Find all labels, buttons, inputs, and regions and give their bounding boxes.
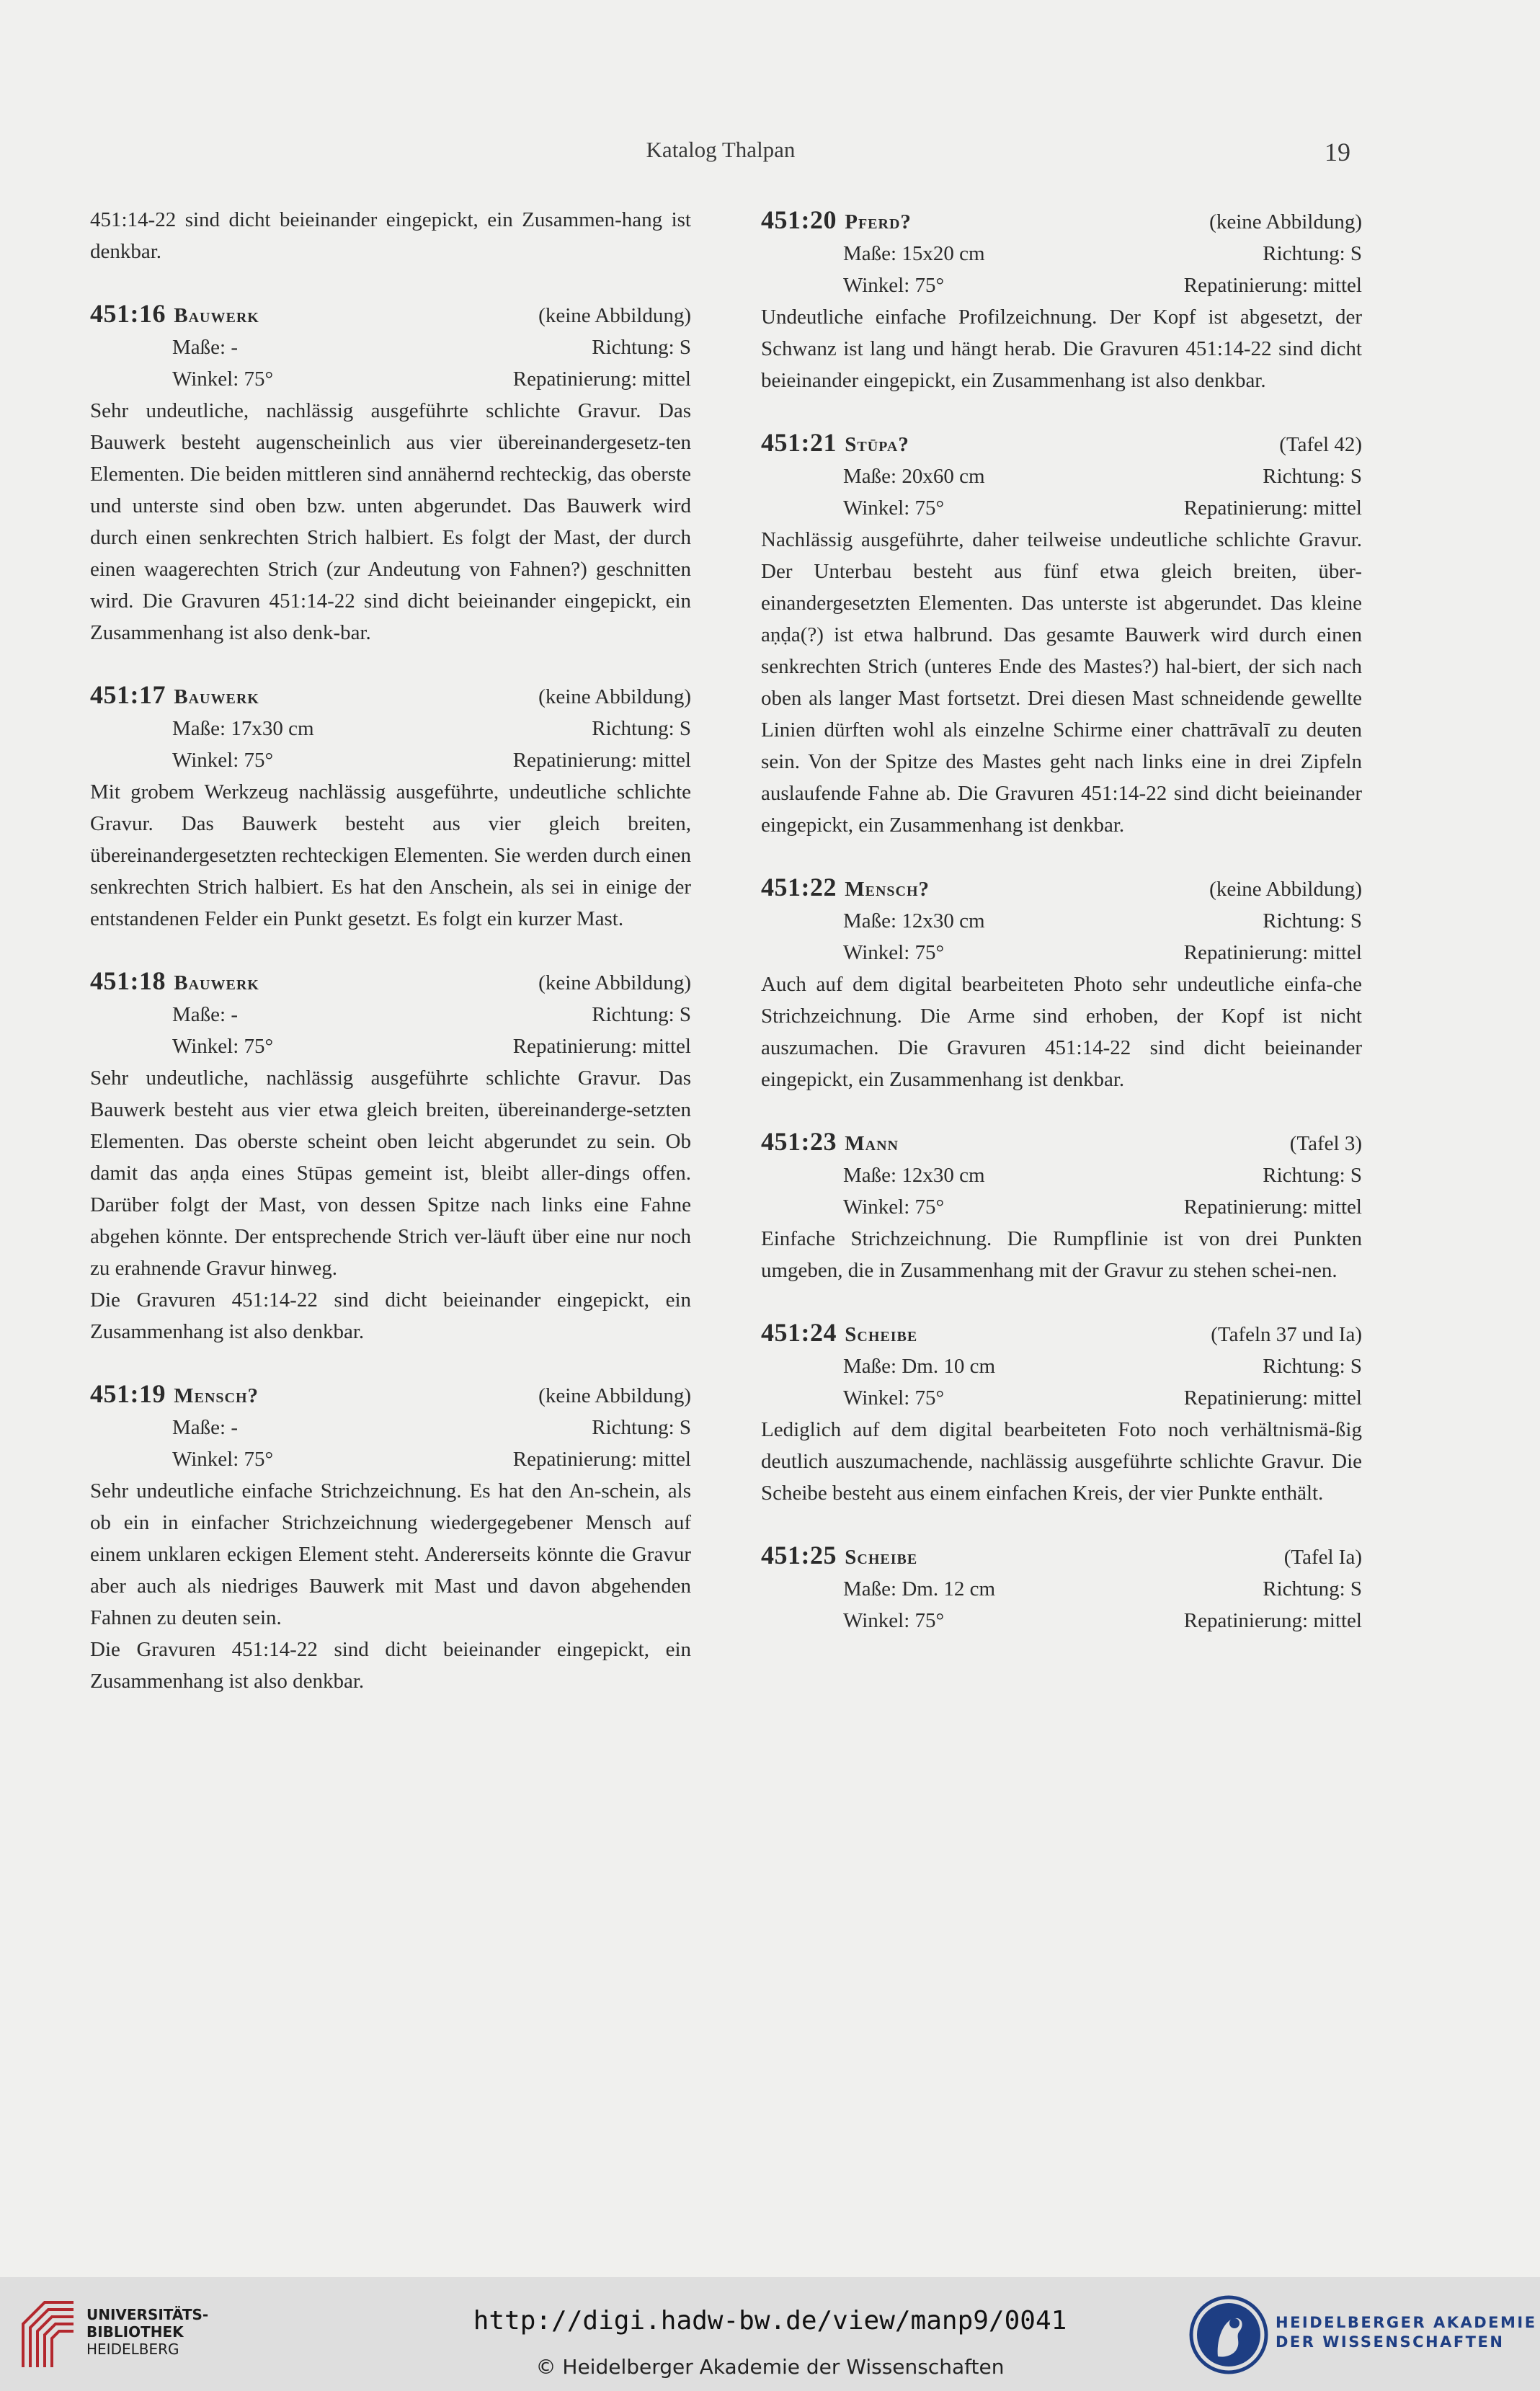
entry-title: Scheibe [845, 1323, 918, 1346]
entry-id: 451:19 [90, 1379, 166, 1408]
entry-repatination: Repatinierung: mittel [512, 1448, 691, 1471]
entry-angle: Winkel: 75° [843, 1609, 945, 1632]
academy-name: HEIDELBERGER AKADEMIE DER WISSENSCHAFTEN [1276, 2314, 1537, 2351]
entry-repatination: Repatinierung: mittel [512, 368, 691, 391]
catalog-entry-451-21 [761, 427, 1362, 841]
entry-direction: Richtung: S [1263, 909, 1362, 932]
entry-title: Bauwerk [174, 685, 259, 708]
entry-dimensions: Maße: - [172, 1416, 238, 1439]
entry-direction: Richtung: S [1263, 465, 1362, 488]
entry-id: 451:20 [761, 205, 837, 234]
entry-description: Nachlässig ausgeführte, daher teilweise undeutliche schlichte Gravur. Der Unterbau besteht aus fünf etwa gleich breiten, über-einandergesetzten Elementen. Das unterste ist abgerundet. Das kleine aṇḍa(?) ist etwa halbrund. Das gesamte Bauwerk wird durch einen senkrechten Strich (unteres Ende des Mastes?) hal-biert, der sich nach oben als langer Mast fortsetzt. Drei diesen Mast schneidende gewellte Linien dürften wohl als einzelne Schirme einer chattrāvalī zu deuten sein. Von der Spitze des Mastes geht nach links eine in drei Zipfeln auslaufende Fahne ab. Die Gravuren 451:14-22 sind dicht beieinander eingepickt, ein Zusammenhang ist denkbar. [761, 528, 1362, 837]
entry-direction: Richtung: S [592, 717, 691, 740]
entry-repatination: Repatinierung: mittel [1183, 1196, 1362, 1219]
entry-title: Mensch? [174, 1384, 259, 1407]
entry-title: Bauwerk [174, 304, 259, 327]
catalog-entry-451-24 [761, 1317, 1362, 1509]
entry-description: Einfache Strichzeichnung. Die Rumpflinie ist von drei Punkten umgeben, die in Zusammenhang mit der Gravur zu stehen schei-nen. [761, 1227, 1362, 1282]
entry-id: 451:25 [761, 1541, 837, 1569]
entry-id: 451:16 [90, 299, 166, 328]
entry-reference: (Tafel 42) [1279, 433, 1362, 456]
entry-id: 451:21 [761, 428, 837, 457]
running-title: Katalog Thalpan [646, 137, 796, 162]
viewer-footer [0, 2277, 1540, 2391]
entry-reference: (keine Abbildung) [538, 685, 691, 708]
entry-direction: Richtung: S [1263, 1164, 1362, 1187]
entry-title: Scheibe [845, 1546, 918, 1569]
entry-repatination: Repatinierung: mittel [1183, 941, 1362, 964]
entry-description-continued: Die Gravuren 451:14-22 sind dicht beieinander eingepickt, ein Zusammenhang ist also denkbar. [90, 1638, 691, 1693]
entry-reference: (keine Abbildung) [538, 971, 691, 994]
entry-direction: Richtung: S [592, 1003, 691, 1026]
entry-reference: (Tafel Ia) [1283, 1546, 1362, 1569]
entry-title: Stūpa? [845, 433, 909, 456]
entry-reference: (keine Abbildung) [1209, 210, 1362, 233]
entry-id: 451:24 [761, 1318, 837, 1347]
entry-reference: (keine Abbildung) [538, 304, 691, 327]
entry-repatination: Repatinierung: mittel [1183, 274, 1362, 297]
copyright-notice: © Heidelberger Akademie der Wissenschaften [535, 2355, 1005, 2379]
entry-reference: (Tafeln 37 und Ia) [1211, 1323, 1362, 1346]
entry-id: 451:18 [90, 966, 166, 995]
entry-reference: (keine Abbildung) [538, 1384, 691, 1407]
entry-angle: Winkel: 75° [843, 274, 945, 297]
permalink[interactable]: http://digi.hadw-bw.de/view/manp9/0041 [473, 2306, 1067, 2336]
entry-dimensions: Maße: 17x30 cm [172, 717, 314, 740]
entry-angle: Winkel: 75° [172, 368, 274, 391]
entry-dimensions: Maße: 20x60 cm [843, 465, 985, 488]
entry-description: Sehr undeutliche einfache Strichzeichnung. Es hat den An-schein, als ob ein in einfacher Strichzeichnung wiedergegebener Mensch auf einem unklaren eckigen Element steht. Andererseits könnte die Gravur aber auch als niedriges Bauwerk mit Mast und davon abgehenden Fahnen zu deuten sein. [90, 1479, 691, 1629]
university-library-name: UNIVERSITÄTS- BIBLIOTHEK HEIDELBERG [86, 2306, 209, 2358]
catalog-entry-451-17 [90, 679, 691, 935]
entry-direction: Richtung: S [1263, 1355, 1362, 1378]
catalog-entry-451-22 [761, 871, 1362, 1095]
catalog-entry-451-25 [761, 1539, 1362, 1637]
entry-angle: Winkel: 75° [172, 1035, 274, 1058]
entry-id: 451:17 [90, 680, 166, 709]
entry-angle: Winkel: 75° [843, 941, 945, 964]
entry-angle: Winkel: 75° [172, 749, 274, 772]
entry-id: 451:22 [761, 873, 837, 901]
entry-description: Auch auf dem digital bearbeiteten Photo sehr undeutliche einfa-che Strichzeichnung. Die Arme sind erhoben, der Kopf ist nicht auszumachen. Die Gravuren 451:14-22 sind dicht beieinander eingepickt, ein Zusammenhang ist denkbar. [761, 973, 1362, 1091]
entry-description-continued: Die Gravuren 451:14-22 sind dicht beieinander eingepickt, ein Zusammenhang ist also denkbar. [90, 1288, 691, 1343]
entry-repatination: Repatinierung: mittel [512, 749, 691, 772]
entry-description: Undeutliche einfache Profilzeichnung. Der Kopf ist abgesetzt, der Schwanz ist lang und hängt herab. Die Gravuren 451:14-22 sind dicht beieinander eingepickt, ein Zusammenhang ist also denkbar. [761, 306, 1362, 392]
entry-direction: Richtung: S [1263, 242, 1362, 265]
catalog-entry-451-23 [761, 1126, 1362, 1286]
entry-dimensions: Maße: 12x30 cm [843, 909, 985, 932]
entry-direction: Richtung: S [1263, 1577, 1362, 1600]
entry-direction: Richtung: S [592, 336, 691, 359]
entry-dimensions: Maße: - [172, 1003, 238, 1026]
page-number: 19 [1325, 138, 1350, 166]
entry-angle: Winkel: 75° [843, 1196, 945, 1219]
entry-reference: (keine Abbildung) [1209, 878, 1362, 901]
entry-dimensions: Maße: 15x20 cm [843, 242, 985, 265]
intro-paragraph: 451:14-22 sind dicht beieinander eingepickt, ein Zusammen-hang ist denkbar. [90, 208, 691, 263]
right-column [761, 204, 1362, 1637]
entry-description: Sehr undeutliche, nachlässig ausgeführte schlichte Gravur. Das Bauwerk besteht augenscheinlich aus vier übereinandergesetz-ten Elementen. Die beiden mittleren sind annähernd rechteckig, das oberste und unterste sind oben bzw. unten abgerundet. Das Bauwerk wird durch einen senkrechten Strich halbiert. Es folgt der Mast, der durch einen waagerechten Strich (zur Andeutung von Fahnen?) geschnitten wird. Die Gravuren 451:14-22 sind dicht beieinander eingepickt, ein Zusammenhang ist also denk-bar. [90, 399, 691, 644]
entry-description: Mit grobem Werkzeug nachlässig ausgeführte, undeutliche schlichte Gravur. Das Bauwerk besteht aus vier gleich breiten, übereinandergesetzten rechteckigen Elementen. Sie werden durch einen senkrechten Strich halbiert. Es hat den Anschein, als sei in einige der entstandenen Felder ein Punkt gesetzt. Es folgt ein kurzer Mast. [90, 780, 691, 930]
entry-direction: Richtung: S [592, 1416, 691, 1439]
entry-title: Bauwerk [174, 971, 259, 994]
entry-description: Lediglich auf dem digital bearbeiteten Foto noch verhältnismä-ßig deutlich auszumachende, nachlässig ausgeführte schlichte Gravur. Die Scheibe besteht aus einem einfachen Kreis, der vier Punkte enthält. [761, 1418, 1362, 1505]
entry-angle: Winkel: 75° [172, 1448, 274, 1471]
left-column [90, 204, 691, 1697]
entry-reference: (Tafel 3) [1289, 1132, 1362, 1155]
catalog-entry-451-18 [90, 965, 691, 1348]
entry-angle: Winkel: 75° [843, 497, 945, 520]
academy-seal-icon[interactable] [1189, 2292, 1268, 2381]
catalog-entry-451-20 [761, 204, 1362, 396]
catalog-entry-451-19 [90, 1378, 691, 1697]
entry-title: Mann [845, 1132, 899, 1155]
entry-repatination: Repatinierung: mittel [1183, 497, 1362, 520]
entry-repatination: Repatinierung: mittel [1183, 1386, 1362, 1410]
entry-dimensions: Maße: - [172, 336, 238, 359]
entry-angle: Winkel: 75° [843, 1386, 945, 1410]
entry-id: 451:23 [761, 1127, 837, 1156]
entry-title: Pferd? [845, 210, 912, 233]
entry-dimensions: Maße: 12x30 cm [843, 1164, 985, 1187]
entry-dimensions: Maße: Dm. 10 cm [843, 1355, 996, 1378]
entry-repatination: Repatinierung: mittel [1183, 1609, 1362, 1632]
entry-dimensions: Maße: Dm. 12 cm [843, 1577, 996, 1600]
entry-description: Sehr undeutliche, nachlässig ausgeführte schlichte Gravur. Das Bauwerk besteht aus vier etwa gleich breiten, übereinanderge-setzten Elementen. Das oberste scheint oben leicht abgerundet zu sein. Ob damit das aṇḍa eines Stūpas gemeint ist, bleibt aller-dings offen. Darüber folgt der Mast, von dessen Spitze nach links eine Fahne abgehen könnte. Der entsprechende Strich ver-läuft über eine nur noch zu erahnende Gravur hinweg. [90, 1067, 691, 1280]
entry-title: Mensch? [845, 878, 930, 901]
catalog-entry-451-16 [90, 298, 691, 649]
entry-repatination: Repatinierung: mittel [512, 1035, 691, 1058]
